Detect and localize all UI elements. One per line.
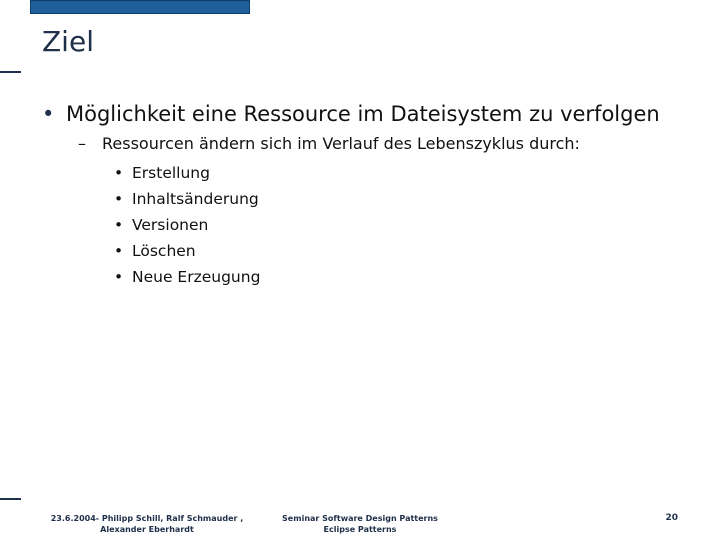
bullet-dot-icon: • [114, 216, 124, 234]
dash-icon: – [78, 134, 86, 153]
page-number: 20 [665, 513, 678, 523]
list-item-text: Löschen [132, 242, 196, 260]
bullet-dot-icon: • [114, 164, 124, 182]
bullet-dot-icon: • [42, 102, 55, 126]
bullet-level1-text: Möglichkeit eine Ressource im Dateisystem zu verfolgen [66, 102, 660, 126]
footer-seminar: Seminar Software Design Patterns Eclipse Patterns [282, 514, 438, 534]
bullet-dot-icon: • [114, 190, 124, 208]
list-item-text: Neue Erzeugung [132, 268, 261, 286]
bullet-level2 [78, 133, 580, 155]
slide-title: Ziel [42, 25, 94, 58]
bullet-dot-icon: • [114, 268, 124, 286]
list-item-text: Erstellung [132, 164, 210, 182]
bullet-level2-text: Ressourcen ändern sich im Verlauf des Lebenszyklus durch: [102, 134, 580, 153]
list-item [114, 212, 260, 238]
list-item [114, 238, 260, 264]
list-item [114, 186, 260, 212]
list-item-text: Versionen [132, 216, 209, 234]
bullet-dot-icon: • [114, 242, 124, 260]
bullet-level1 [42, 100, 660, 128]
list-item [114, 264, 260, 290]
list-item [114, 160, 260, 186]
footer-authors: 23.6.2004- Philipp Schill, Ralf Schmauder , Alexander Eberhardt [50, 514, 244, 534]
list-item-text: Inhaltsänderung [132, 190, 259, 208]
bullet-level3-list [114, 160, 260, 290]
